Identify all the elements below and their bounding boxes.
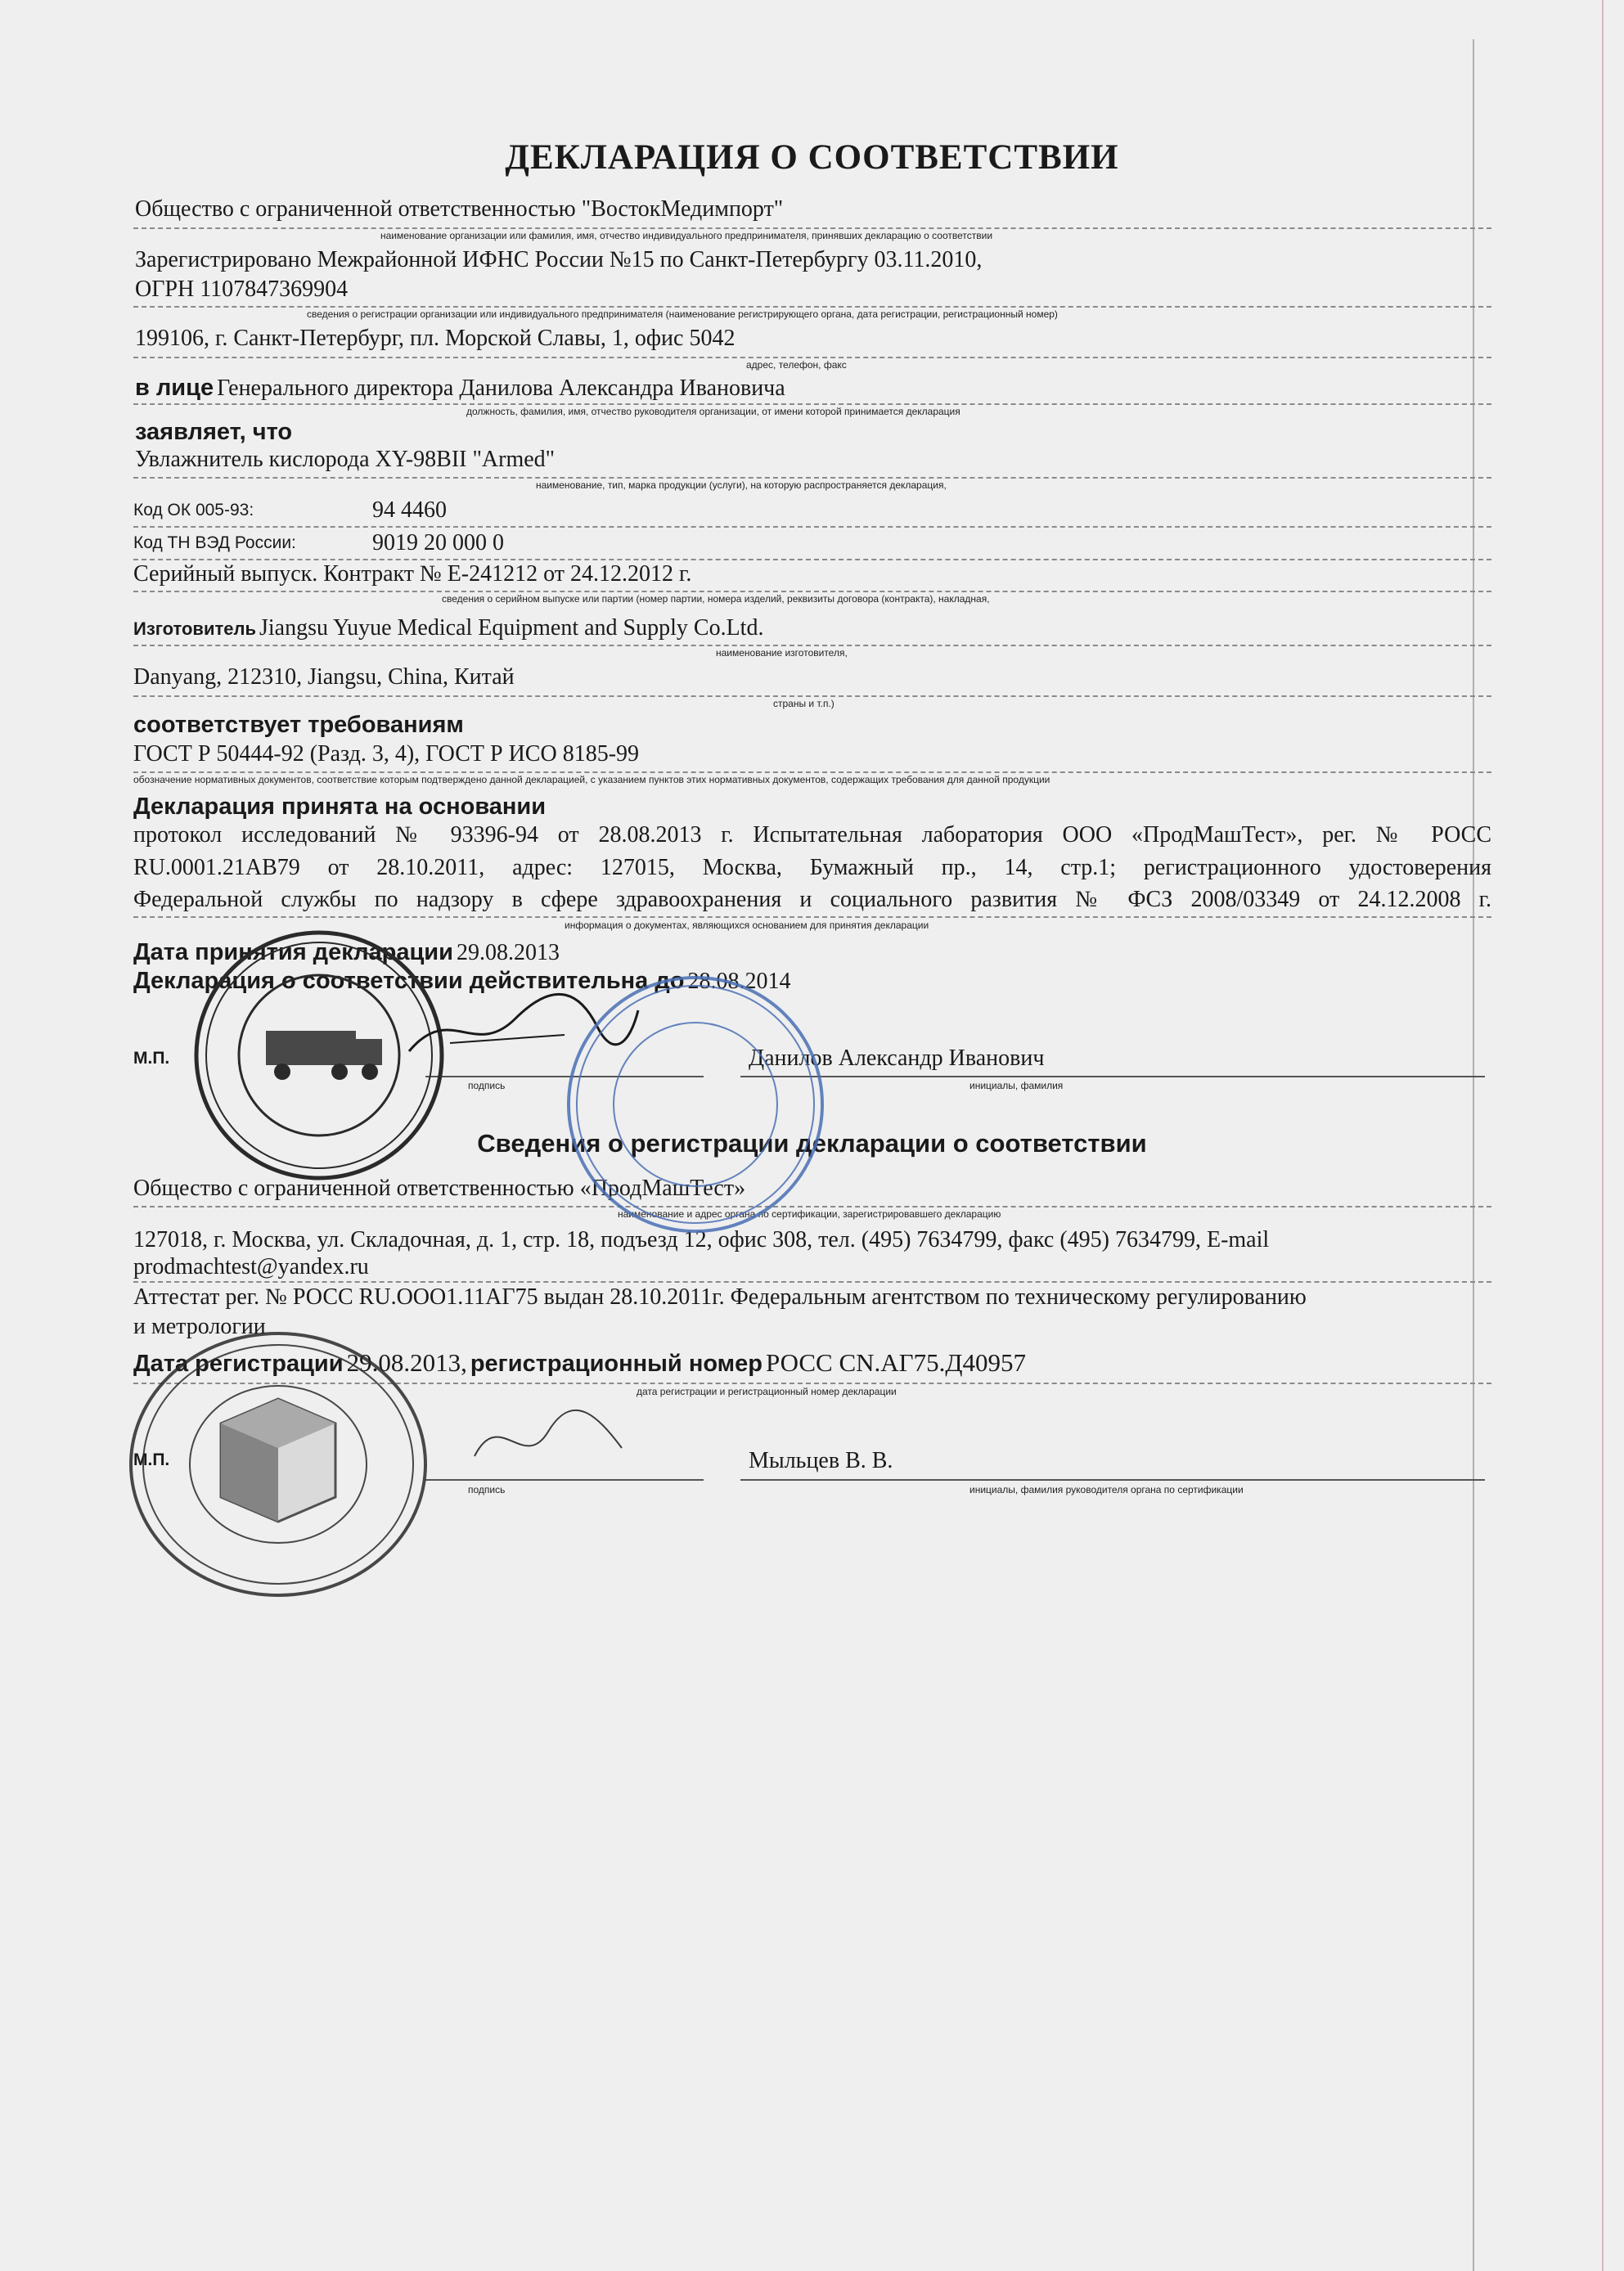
divider (133, 559, 1491, 560)
divider (133, 591, 1491, 592)
applicant-registration-hint: сведения о регистрации организации или индивидуального предпринимателя (наименование регистрирующего органа, дата регистрации, регистрационный номер) (307, 308, 1058, 320)
basis-line3: Федеральной службы по надзору в сфере здравоохранения и социального развития № ФСЗ 2008/03349 от 24.12.2008 г. (133, 887, 1491, 912)
divider (133, 477, 1491, 479)
representative-office-stamp (556, 965, 834, 1243)
mp-label-2: М.П. (133, 1450, 170, 1469)
divider (133, 771, 1491, 773)
divider (133, 227, 1491, 229)
document-title: ДЕКЛАРАЦИЯ О СООТВЕТСТВИИ (505, 138, 1119, 177)
divider (133, 306, 1491, 308)
product-hint: наименование, тип, марка продукции (услуги), на которую распространяется декларация, (536, 479, 947, 491)
standards-hint: обозначение нормативных документов, соответствие которым подтверждено данной декларацией, с указанием пунктов этих нормативных документов, содержащих требования для данной продукции (133, 774, 1050, 785)
signature-hint-2: подпись (468, 1484, 506, 1495)
standards-value: ГОСТ Р 50444-92 (Разд. 3, 4), ГОСТ Р ИСО 8185-99 (133, 741, 640, 767)
basis-hint: информация о документах, являющихся основанием для принятия декларации (565, 920, 929, 931)
face-value: Генерального директора Данилова Александра Ивановича (217, 376, 785, 401)
applicant-org: Общество с ограниченной ответственностью "ВостокМедимпорт" (135, 196, 784, 222)
manufacturer-value: Jiangsu Yuyue Medical Equipment and Supply Co.Ltd. (259, 615, 764, 641)
registrar-address-line1: 127018, г. Москва, ул. Складочная, д. 1, стр. 18, подъезд 12, офис 308, тел. (495) 7634799, факс (495) 7634799, E-mail (133, 1227, 1270, 1252)
mp-label-1: М.П. (133, 1049, 170, 1068)
signature-scribble-2 (458, 1399, 671, 1481)
registration-date-value: 29.08.2013, (346, 1348, 467, 1377)
divider (133, 645, 1491, 646)
serial-release: Серийный выпуск. Контракт № Е-241212 от 24.12.2012 г. (133, 561, 692, 587)
basis-line2: RU.0001.21АВ79 от 28.10.2011, адрес: 127015, Москва, Бумажный пр., 14, стр.1; регистрационного удостоверения (133, 855, 1491, 880)
valid-until-label: Декларация о соответствии действительна до (133, 968, 685, 994)
applicant-registration-line2: ОГРН 1107847369904 (135, 277, 349, 302)
signature-hint-1: подпись (468, 1080, 506, 1091)
manufacturer-address-hint: страны и т.п.) (773, 698, 834, 709)
serial-hint: сведения о серийном выпуске или партии (номер партии, номера изделий, реквизиты договора (контракта), накладная, (442, 593, 990, 605)
name-hint-2: инициалы, фамилия руководителя органа по сертификации (969, 1484, 1244, 1495)
registration-date-hint: дата регистрации и регистрационный номер декларации (637, 1386, 897, 1397)
basis-line1: протокол исследований № 93396-94 от 28.08.2013 г. Испытательная лаборатория ООО «ПродМашТест», рег. № РОСС (133, 822, 1491, 848)
manufacturer-label: Изготовитель (133, 618, 256, 639)
tnved-code-value: 9019 20 000 0 (372, 530, 504, 555)
applicant-face-line (135, 375, 785, 402)
divider (133, 695, 1491, 697)
registration-number-value: РОСС CN.АГ75.Д40957 (765, 1348, 1026, 1377)
attestation-line1: Аттестат рег. № РОСС RU.ООО1.11АГ75 выдан 28.10.2011г. Федеральным агентством по техническому регулированию (133, 1284, 1307, 1310)
face-hint: должность, фамилия, имя, отчество руководителя организации, от имени которой принимается декларация (466, 406, 960, 417)
registrar-address-line2: prodmachtest@yandex.ru (133, 1254, 369, 1279)
manufacturer-address: Danyang, 212310, Jiangsu, China, Китай (133, 664, 515, 690)
face-label: в лице (135, 375, 214, 401)
accepted-date-label: Дата принятия декларации (133, 939, 453, 965)
accepted-date-value: 29.08.2013 (456, 940, 560, 965)
registration-heading: Сведения о регистрации декларации о соответствии (477, 1129, 1147, 1158)
valid-until-value: 28.08.2014 (687, 969, 791, 994)
applicant-address-hint: адрес, телефон, факс (746, 359, 847, 371)
basis-label: Декларация принята на основании (133, 794, 547, 820)
applicant-org-hint: наименование организации или фамилия, имя, отчество индивидуального предпринимателя, принявших декларацию о соответствии (380, 230, 993, 241)
signer-name-1: Данилов Александр Иванович (749, 1046, 1045, 1071)
divider (133, 1281, 1491, 1283)
name-hint-1: инициалы, фамилия (969, 1080, 1064, 1091)
registration-date-label: Дата регистрации (133, 1351, 344, 1377)
applicant-registration-line1: Зарегистрировано Межрайонной ИФНС России №15 по Санкт-Петербургу 03.11.2010, (135, 247, 983, 272)
name-line-2 (740, 1479, 1485, 1481)
applicant-address: 199106, г. Санкт-Петербург, пл. Морской Славы, 1, офис 5042 (135, 326, 736, 351)
signer-name-2: Мыльцев В. В. (749, 1448, 893, 1473)
divider (133, 526, 1491, 528)
manufacturer-line (133, 615, 763, 641)
manufacturer-hint: наименование изготовителя, (716, 647, 848, 659)
ok-code-value: 94 4460 (372, 497, 447, 523)
certification-body-stamp (123, 1325, 434, 1603)
name-line-1 (740, 1076, 1485, 1077)
conforms-label: соответствует требованиям (133, 712, 464, 738)
registrar-org: Общество с ограниченной ответственностью «ПродМашТест» (133, 1176, 746, 1201)
registrar-org-hint: наименование и адрес органа по сертификации, зарегистрировавшего декларацию (618, 1208, 1001, 1220)
declares-label: заявляет, что (135, 419, 293, 445)
product-name: Увлажнитель кислорода XY-98BII "Armed" (135, 447, 556, 472)
divider (133, 403, 1491, 405)
registration-number-label: регистрационный номер (470, 1351, 763, 1377)
tnved-code-label: Код ТН ВЭД России: (133, 533, 296, 552)
ok-code-label: Код ОК 005-93: (133, 501, 254, 519)
divider (133, 357, 1491, 358)
attestation-line2: и метрологии (133, 1314, 266, 1339)
